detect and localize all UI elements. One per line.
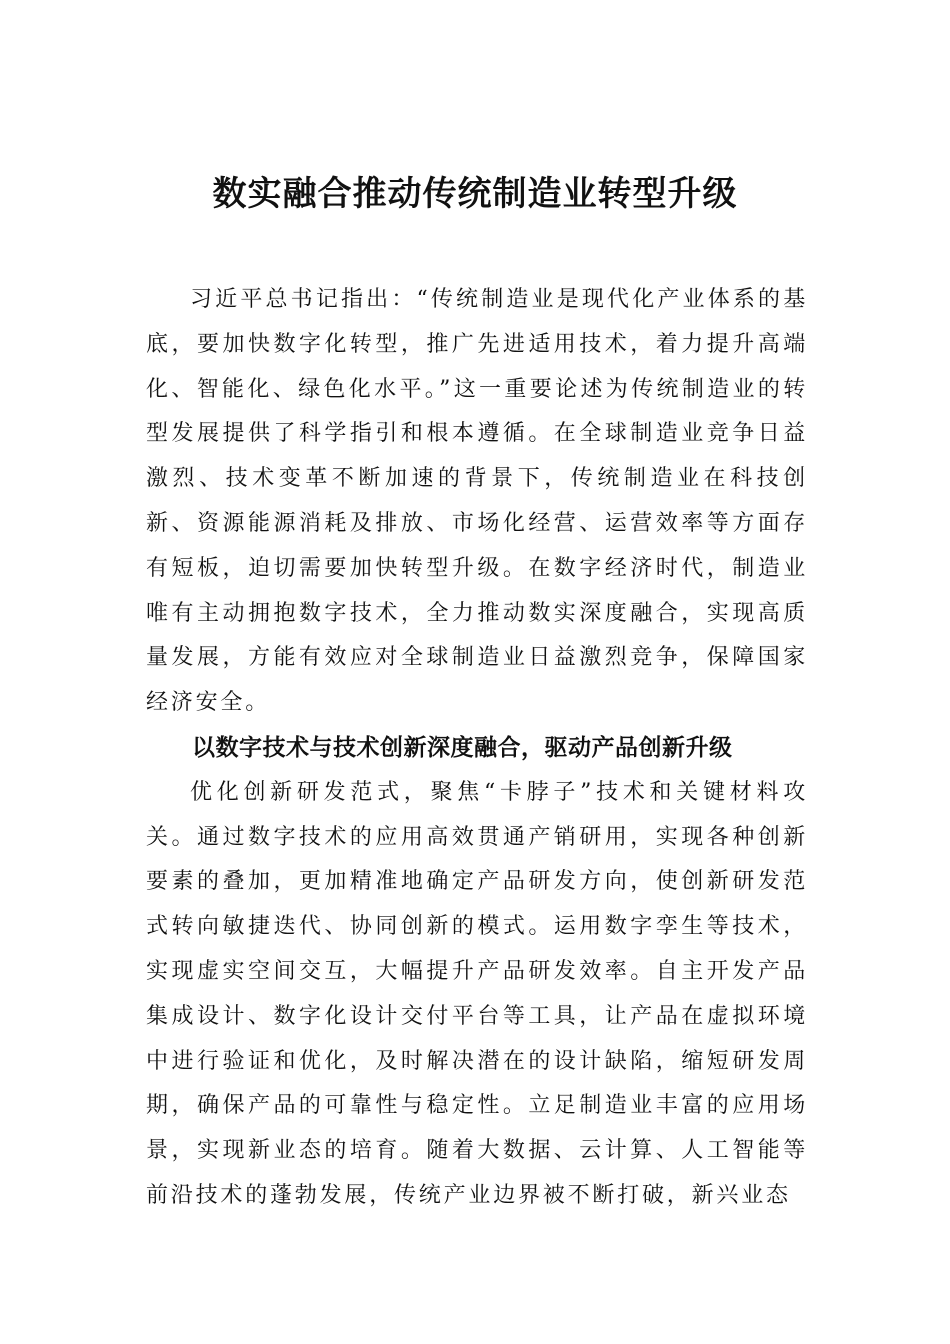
document-body — [146, 278, 808, 1219]
document-title: 数实融合推动传统制造业转型升级 — [212, 174, 738, 214]
section-paragraph: 优化创新研发范式，聚焦“卡脖子”技术和关键材料攻关。通过数字技术的应用高效贯通产销研用，实现各种创新要素的叠加，更加精准地确定产品研发方向，使创新研发范式转向敏捷迭代、协同创新的模式。运用数字孪生等技术，实现虚实空间交互，大幅提升产品研发效率。自主开发产品集成设计、数字化设计交付平台等工具，让产品在虚拟环境中进行验证和优化，及时解决潜在的设计缺陷，缩短研发周期，确保产品的可靠性与稳定性。立足制造业丰富的应用场景，实现新业态的培育。随着大数据、云计算、人工智能等前沿技术的蓬勃发展，传统产业边界被不断打破，新兴业态 — [146, 779, 808, 1208]
intro-paragraph: 习近平总书记指出：“传统制造业是现代化产业体系的基底，要加快数字化转型，推广先进适用技术，着力提升高端化、智能化、绿色化水平。”这一重要论述为传统制造业的转型发展提供了科学指引和根本遵循。在全球制造业竞争日益激烈、技术变革不断加速的背景下，传统制造业在科技创新、资源能源消耗及排放、市场化经营、运营效率等方面存有短板，迫切需要加快转型升级。在数字经济时代，制造业唯有主动拥抱数字技术，全力推动数实深度融合，实现高质量发展，方能有效应对全球制造业日益激烈竞争，保障国家经济安全。 — [146, 287, 808, 716]
section-heading: 以数字技术与技术创新深度融合，驱动产品创新升级 — [192, 734, 733, 761]
